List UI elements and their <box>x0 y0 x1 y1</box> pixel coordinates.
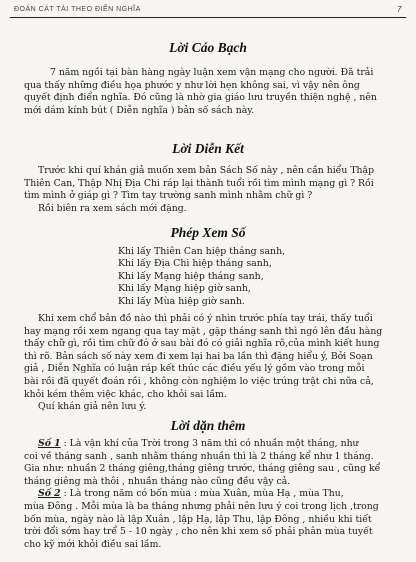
page-number: 7 <box>397 5 402 14</box>
note-text: : Là trong năm có bốn mùa : mùa Xuân, mùa Hạ , mùa Thu, <box>63 488 344 500</box>
text-line: Trước khi quí khán giả muốn xem bản Sách Số này , nên cần hiểu Thập <box>38 165 375 176</box>
text-line: mùa Đông . Mỗi mùa là ba tháng nhưng phải nên lưu ý coi trong lịch ,trong <box>24 500 379 512</box>
text-line: thì rõ. Bản sách số này xem đi xem lại hai ba lần thì đặng hiểu ý, Bởi Soạn <box>24 350 373 362</box>
text-line: mới dám kính bút ( Diễn nghĩa ) bản số sách này. <box>24 104 255 116</box>
text-line: qua thấy những điều họa phước y như lời hẹn không sai, vì vậy nên ông <box>24 79 360 91</box>
heading-phep-xem-so: Phép Xem Số <box>170 225 246 240</box>
text-line: quyết định điển nghĩa. Đó cũng là nhờ gia giáo lưu truyền thiện nghệ , nên <box>24 92 377 104</box>
poem-line: Khi lấy Mùa hiệp giờ sanh. <box>118 295 245 307</box>
text-line: giả , Diễn Nghĩa có luận ráp kết thúc các điều yếu lý gồm vào trong mỗi <box>24 363 365 375</box>
text-line: coi về tháng sanh , sanh nhằm tháng nhuần thì là 2 tháng kể như 1 tháng. <box>24 450 374 462</box>
heading-dien-ket: Lời Diễn Kết <box>172 141 244 156</box>
paragraph-dien-ket <box>24 165 394 215</box>
text-line: bài rồi đã quyết đoán rồi , không còn nghiệm lo việc trúng trật chi nữa cả, <box>24 375 374 387</box>
text-line: Thiên Can, Thập Nhị Địa Chi ráp lại thành tuổi rồi tìm mình mạng gì ? Rồi <box>24 177 374 189</box>
text-line: trời đổi sớm hay trể 5 - 10 ngày , cho nên khi xem số phải phân mùa tuyết <box>24 526 373 538</box>
header-rule <box>10 17 406 18</box>
text-line: tìm mình ở giáp gì ? Tìm tay trường sanh mình nhằm chữ gì ? <box>24 190 313 202</box>
text-line: Khi xem chổ bản đồ nào thì phải có ý nhìn trước phía tay trái, thấy tuổi <box>38 313 373 324</box>
poem-line: Khi lấy Mạng hiệp tháng sanh, <box>118 270 264 282</box>
text-line: cho kỹ mới khỏi điều sai lầm. <box>24 538 162 550</box>
text-line: Gia như: nhuần 2 tháng giêng,tháng giêng trước, tháng giêng sau , cũng kể <box>24 463 381 475</box>
text-line: khỏi kém thêm việc khác, cho khỏi sai lầm. <box>24 388 227 400</box>
text-line: thấy chữ gì, rồi tìm chữ đó ở sau bài đó có giải nghĩa rõ,của mình kiết hung <box>24 338 380 350</box>
running-head <box>10 5 406 17</box>
text-line: Quí khán giả nên lưu ý. <box>38 401 147 413</box>
heading-loi-dan-them: Lời dặn thêm <box>170 418 246 433</box>
paragraph-loi-dan-them <box>24 438 394 551</box>
note-text: : Là vận khí của Trời trong 3 năm thì có nhuần một tháng, như <box>63 438 359 449</box>
heading-cao-bach: Lời Cáo Bạch <box>169 40 247 55</box>
poem-line: Khi lấy Địa Chi hiệp tháng sanh, <box>118 258 272 270</box>
note-label: Số 1 <box>38 438 61 449</box>
note-line <box>24 488 394 501</box>
text-line: bốn mùa, ngày nào là lập Xuân , lập Hạ, lập Thu, lập Đông , nhiều khi tiết <box>24 513 372 525</box>
poem-line: Khi lấy Mạng hiệp giờ sanh, <box>118 283 251 295</box>
running-head-title: ĐOÁN CÁT TÀI THEO ĐIỂN NGHĨA <box>14 6 141 13</box>
note-line <box>24 438 394 451</box>
poem-block <box>118 246 285 308</box>
text-line: Rồi biên ra xem sách mới đặng. <box>38 202 187 214</box>
poem-line: Khi lấy Thiên Can hiệp tháng sanh, <box>118 246 286 257</box>
text-line: 7 năm ngồi tại bàn hàng ngày luận xem vận mạng cho người. Đã trải <box>50 67 374 78</box>
paragraph-cao-bach <box>24 67 394 117</box>
text-line: hay mạng rồi xem ngang qua tay mặt , gặp tháng sanh thì ngó lên đầu hàng <box>24 325 383 337</box>
text-line: tháng giêng mà thôi , nhuần tháng nào cũng đều vậy cả. <box>24 475 291 487</box>
note-label: Số 2 <box>38 488 61 500</box>
paragraph-phep-xem-so <box>24 313 394 414</box>
